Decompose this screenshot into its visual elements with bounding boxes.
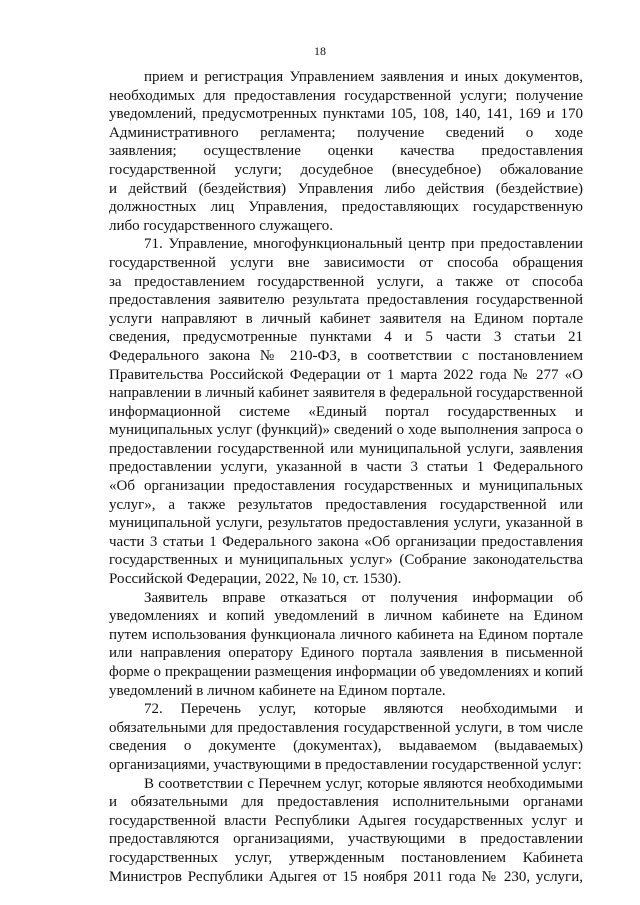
text-line: заявления; осуществление оценки качества предоставления (109, 143, 583, 160)
text-line: предоставлении государственной или муниципальной услуги, заявления (109, 440, 583, 457)
text-line: предоставляются организациями, участвующими в предоставлении (109, 831, 583, 848)
text-line: сведения, предусмотренные пунктами 4 и 5 части 3 статьи 21 (109, 329, 583, 346)
text-line: обязательными для предоставления государственной услуги, в том числе (109, 719, 583, 736)
text-line: информационной системе «Единый портал государственных и (109, 403, 583, 420)
text-line: сведения о документе (документах), выдаваемом (выдаваемых) (109, 738, 583, 755)
text-line: Федерального закона № 210-ФЗ, в соответствии с постановлением (109, 347, 583, 364)
text-line: уведомлений, предусмотренных пунктами 105, 108, 140, 141, 169 и 170 (109, 106, 583, 123)
text-line: Административного регламента; получение сведений о ходе (109, 124, 583, 141)
page-number: 18 (314, 44, 326, 58)
text-line: государственной услуги вне зависимости от способа обращения (109, 254, 583, 271)
text-line: услуг», а также результатов предоставления государственной или (109, 496, 583, 513)
text-line: Российской Федерации, 2022, № 10, ст. 1530). (109, 571, 402, 588)
text-line: либо государственного служащего. (109, 217, 334, 234)
text-line: муниципальной услуги, результатов предоставления услуги, указанной в (109, 515, 583, 532)
text-line: необходимых для предоставления государственной услуги; получение (109, 87, 583, 104)
text-line: государственных услуг, утвержденным постановлением Кабинета (109, 849, 583, 866)
text-line: 72. Перечень услуг, которые являются необходимыми и (144, 701, 583, 718)
text-line: и действий (бездействия) Управления либо действия (бездействие) (109, 180, 583, 197)
text-line: за предоставлением государственной услуги, а также от способа (109, 273, 583, 290)
text-line: Заявитель вправе отказаться от получения информации об (144, 589, 583, 606)
text-line: 71. Управление, многофункциональный центр при предоставлении (144, 236, 583, 253)
text-line: Министров Республики Адыгея от 15 ноября 2011 года № 230, услуги, (109, 868, 583, 885)
text-line: части 3 статьи 1 Федерального закона «Об организации предоставления (109, 533, 583, 550)
text-line: форме о прекращении размещения информации об уведомлениях и копий (109, 664, 583, 680)
text-line: предоставления заявителю результата предоставления государственной (109, 292, 583, 309)
text-line: прием и регистрация Управлением заявления и иных документов, (144, 69, 583, 85)
text-line: государственной услуги; досудебное (внесудебное) обжалование (109, 161, 583, 178)
text-line: Правительства Российской Федерации от 1 марта 2022 года № 277 «О (109, 366, 583, 383)
text-line: государственной власти Республики Адыгея государственных услуг и (109, 812, 583, 829)
text-line: или направления оператору Единого портала заявления в письменной (109, 645, 583, 662)
text-line: направлении в личный кабинет заявителя в федеральной государственной (109, 385, 583, 402)
text-line: уведомлениях и копий уведомлений в личном кабинете на Едином (109, 608, 583, 625)
text-line: государственных и муниципальных услуг» (Собрание законодательства (109, 552, 583, 569)
text-line: В соответствии с Перечнем услуг, которые являются необходимыми (144, 775, 583, 792)
body-text (109, 68, 583, 886)
text-line: муниципальных услуг (функций)» сведений о ходе выполнения запроса о (109, 422, 583, 439)
text-line: предоставлении услуги, указанной в части 3 статьи 1 Федерального (109, 459, 583, 476)
text-line: «Об организации предоставления государственных и муниципальных (109, 478, 583, 495)
text-line: и обязательными для предоставления исполнительными органами (109, 794, 583, 811)
text-line: организациями, участвующими в предоставлении государственной услуг: (109, 756, 582, 773)
text-line: путем использования функционала личного кабинета на Едином портале (109, 626, 583, 643)
text-line: должностных лиц Управления, предоставляющих государственную (109, 199, 583, 216)
text-line: услуги направляют в личный кабинет заявителя на Едином портале (109, 310, 583, 327)
text-line: уведомлений в личном кабинете на Едином портале. (109, 682, 446, 699)
